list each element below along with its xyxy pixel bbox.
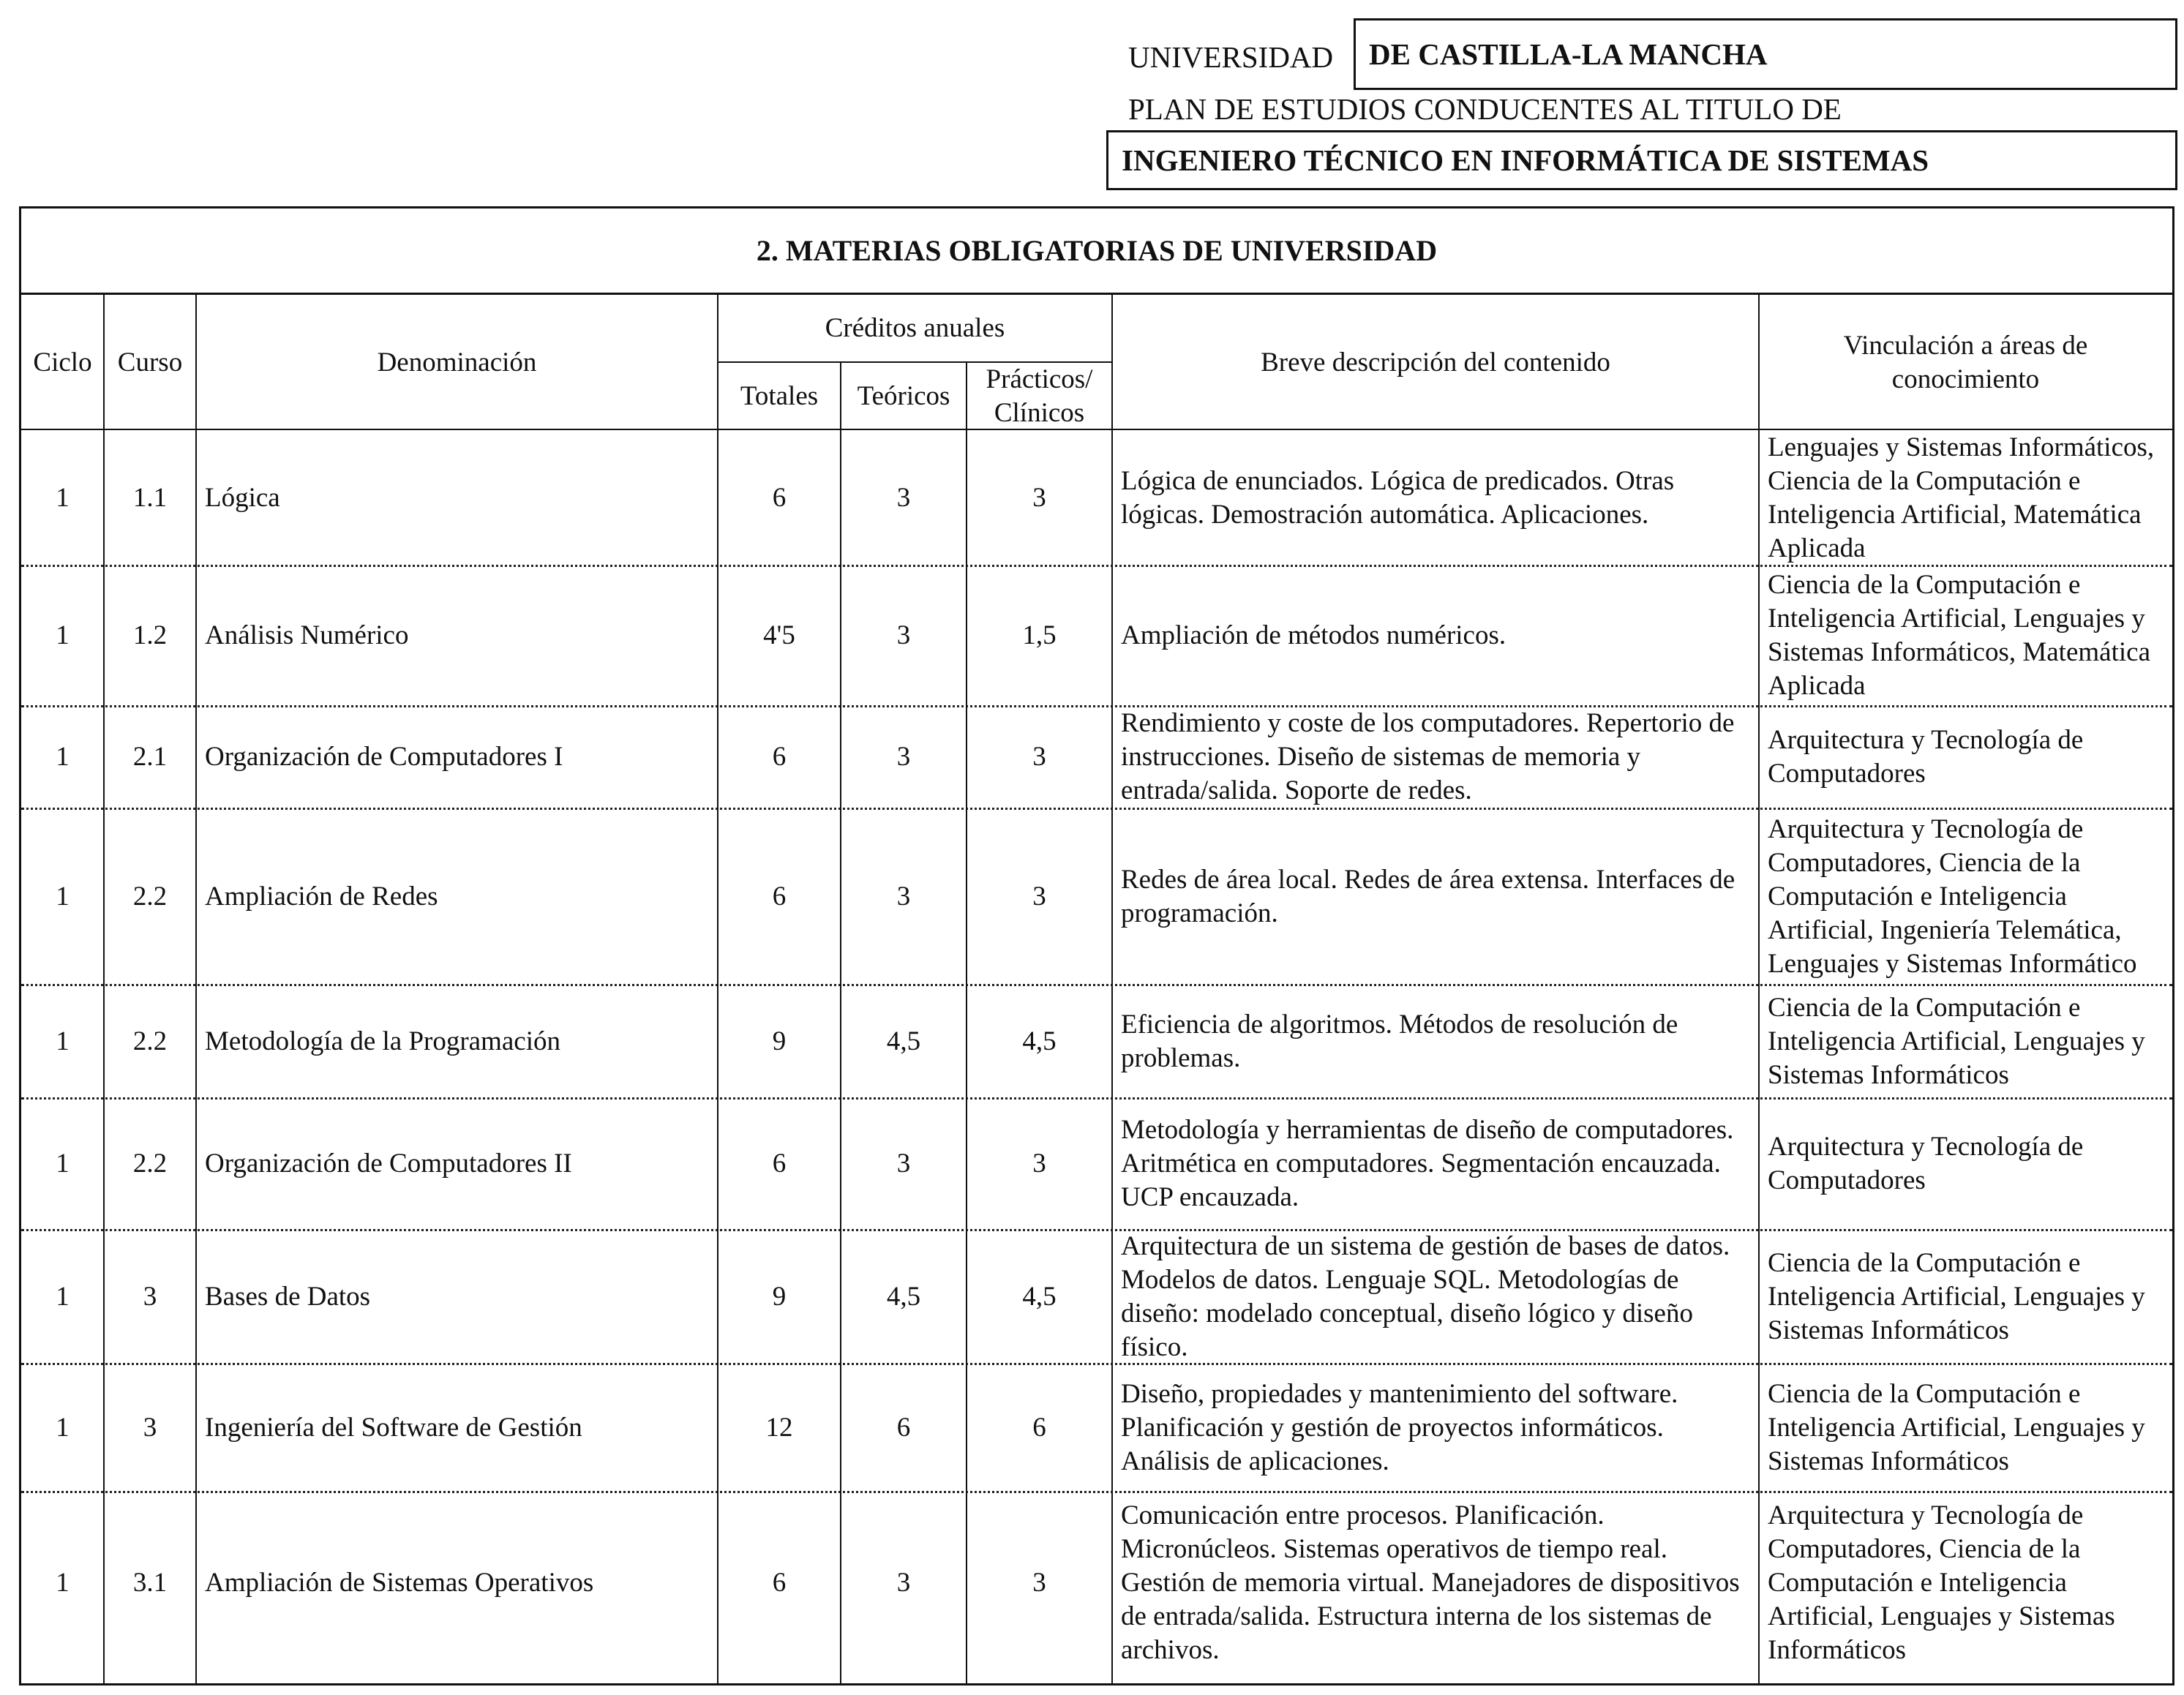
practicos-text: 3: [1032, 881, 1046, 912]
cell-vinculacion: [1759, 706, 2172, 808]
cell-ciclo: [21, 1492, 104, 1674]
titulo-value-box: [1106, 130, 2177, 190]
practicos-text: 4,5: [1022, 1026, 1057, 1056]
cell-ciclo: [21, 430, 104, 565]
cell-totales: [718, 565, 841, 706]
teoricos-text: 3: [896, 482, 911, 513]
descripcion-text: Arquitectura de un sistema de gestión de bases de datos. Modelos de datos. Lenguaje SQL. Metodologías de diseño: modelado conceptual, diseño lógico y diseño físico.: [1121, 1230, 1730, 1362]
column-divider: [1111, 295, 1113, 1685]
totales-text: 6: [772, 482, 787, 513]
teoricos-text: 3: [896, 881, 911, 912]
teoricos-text: 4,5: [886, 1281, 921, 1312]
cell-teoricos: [841, 985, 967, 1098]
vinculacion-text: Ciencia de la Computación e Inteligencia Artificial, Lenguajes y Sistemas Informáticos: [1768, 1247, 2145, 1345]
cell-denominacion: [196, 1098, 718, 1230]
column-divider: [717, 295, 718, 1685]
curso-text: 2.2: [132, 1149, 168, 1179]
cell-practicos: [967, 430, 1112, 565]
plan-label: PLAN DE ESTUDIOS CONDUCENTES AL TITULO DE: [1128, 92, 1842, 126]
totales-text: 6: [772, 881, 787, 912]
curso-text: 1.2: [132, 620, 168, 650]
universidad-label: UNIVERSIDAD: [1128, 40, 1334, 74]
cell-descripcion: [1112, 565, 1759, 706]
cell-totales: [718, 1364, 841, 1492]
totales-text: 9: [772, 1281, 787, 1312]
cell-vinculacion: [1759, 1364, 2172, 1492]
descripcion-text: Ampliación de métodos numéricos.: [1121, 620, 1506, 650]
universidad-value: DE CASTILLA-LA MANCHA: [1369, 37, 1768, 71]
cell-denominacion: [196, 808, 718, 985]
column-divider: [966, 361, 967, 1685]
cell-ciclo: [21, 1230, 104, 1364]
cell-teoricos: [841, 1492, 967, 1674]
titulo-value: INGENIERO TÉCNICO EN INFORMÁTICA DE SISTEMAS: [1122, 143, 1929, 177]
cell-practicos: [967, 706, 1112, 808]
cell-curso: [104, 430, 196, 565]
practicos-text: 6: [1032, 1412, 1046, 1443]
teoricos-text: 3: [896, 620, 911, 650]
cell-descripcion: [1112, 1230, 1759, 1364]
practicos-text: 3: [1032, 1149, 1046, 1179]
descripcion-text: Eficiencia de algoritmos. Métodos de resolución de problemas.: [1121, 1009, 1678, 1073]
denominacion-text: Ingeniería del Software de Gestión: [205, 1412, 582, 1443]
denominacion-text: Ampliación de Redes: [205, 881, 438, 912]
cell-descripcion: [1112, 1098, 1759, 1230]
descripcion-text: Redes de área local. Redes de área extensa. Interfaces de programación.: [1121, 864, 1735, 928]
cell-totales: [718, 1492, 841, 1674]
cell-teoricos: [841, 565, 967, 706]
col-header-practicos: Prácticos/ Clínicos: [986, 364, 1093, 428]
cell-practicos: [967, 808, 1112, 985]
cell-practicos: [967, 1492, 1112, 1674]
column-divider: [103, 295, 105, 1685]
denominacion-text: Bases de Datos: [205, 1281, 371, 1312]
curso-text: 3.1: [132, 1567, 168, 1598]
cell-practicos: [967, 1098, 1112, 1230]
descripcion-text: Comunicación entre procesos. Planificación. Micronúcleos. Sistemas operativos de tiempo real. Gestión de memoria virtual. Manejadores de dispositivos de entrada/salida. Estructura interna de los sistemas de archivos.: [1121, 1500, 1740, 1665]
vinculacion-text: Arquitectura y Tecnología de Computadores: [1768, 725, 2084, 789]
cell-curso: [104, 1098, 196, 1230]
denominacion-text: Metodología de la Programación: [205, 1026, 561, 1056]
denominacion-text: Organización de Computadores II: [205, 1149, 572, 1179]
column-divider: [1758, 295, 1760, 1685]
cell-curso: [104, 985, 196, 1098]
curso-text: 3: [143, 1412, 157, 1443]
denominacion-text: Lógica: [205, 482, 280, 513]
cell-ciclo: [21, 565, 104, 706]
section-title: 2. MATERIAS OBLIGATORIAS DE UNIVERSIDAD: [21, 208, 2172, 295]
teoricos-text: 3: [896, 1149, 911, 1179]
col-header-ciclo: Ciclo: [33, 347, 92, 377]
cell-curso: [104, 565, 196, 706]
totales-text: 4'5: [763, 620, 795, 650]
denominacion-text: Organización de Computadores I: [205, 742, 563, 772]
ciclo-text: 1: [56, 1026, 70, 1056]
cell-curso: [104, 1230, 196, 1364]
ciclo-text: 1: [56, 881, 70, 912]
column-divider: [840, 361, 841, 1685]
descripcion-text: Diseño, propiedades y mantenimiento del software. Planificación y gestión de proyectos informáticos. Análisis de aplicaciones.: [1121, 1378, 1678, 1476]
totales-text: 6: [772, 1567, 787, 1598]
cell-ciclo: [21, 808, 104, 985]
col-header-denominacion: Denominación: [377, 347, 537, 377]
curso-text: 2.2: [132, 1026, 168, 1056]
col-header-creditos: Créditos anuales: [825, 313, 1005, 343]
cell-vinculacion: [1759, 1492, 2172, 1674]
teoricos-text: 6: [896, 1412, 911, 1443]
cell-ciclo: [21, 985, 104, 1098]
cell-teoricos: [841, 430, 967, 565]
curso-text: 2.2: [132, 881, 168, 912]
col-header-curso: Curso: [117, 347, 183, 377]
ciclo-text: 1: [56, 742, 70, 772]
vinculacion-text: Arquitectura y Tecnología de Computadores, Ciencia de la Computación e Inteligencia Artificial, Ingeniería Telemática, Lenguajes y Sistemas Informático: [1768, 813, 2137, 979]
ciclo-text: 1: [56, 1567, 70, 1598]
cell-descripcion: [1112, 706, 1759, 808]
cell-denominacion: [196, 1364, 718, 1492]
curso-text: 3: [143, 1281, 157, 1312]
ciclo-text: 1: [56, 1281, 70, 1312]
descripcion-text: Lógica de enunciados. Lógica de predicados. Otras lógicas. Demostración automática. Aplicaciones.: [1121, 465, 1675, 530]
cell-vinculacion: [1759, 430, 2172, 565]
cell-curso: [104, 1492, 196, 1674]
cell-ciclo: [21, 1098, 104, 1230]
practicos-text: 1,5: [1022, 620, 1057, 650]
denominacion-text: Análisis Numérico: [205, 620, 409, 650]
descripcion-text: Rendimiento y coste de los computadores. Repertorio de instrucciones. Diseño de sistemas de memoria y entrada/salida. Soporte de redes.: [1121, 708, 1735, 805]
cell-totales: [718, 430, 841, 565]
ciclo-text: 1: [56, 1149, 70, 1179]
cell-denominacion: [196, 565, 718, 706]
cell-teoricos: [841, 1364, 967, 1492]
cell-vinculacion: [1759, 1098, 2172, 1230]
subjects-table: [19, 206, 2174, 1685]
column-divider: [195, 295, 197, 1685]
totales-text: 6: [772, 1149, 787, 1179]
vinculacion-text: Arquitectura y Tecnología de Computadores: [1768, 1132, 2084, 1195]
practicos-text: 4,5: [1022, 1281, 1057, 1312]
cell-practicos: [967, 985, 1112, 1098]
cell-curso: [104, 1364, 196, 1492]
col-header-vinculacion: Vinculación a áreas de conocimiento: [1843, 330, 2088, 394]
cell-vinculacion: [1759, 985, 2172, 1098]
cell-denominacion: [196, 1492, 718, 1674]
totales-text: 9: [772, 1026, 787, 1056]
practicos-text: 3: [1032, 1567, 1046, 1598]
cell-practicos: [967, 565, 1112, 706]
teoricos-text: 3: [896, 742, 911, 772]
vinculacion-text: Ciencia de la Computación e Inteligencia Artificial, Lenguajes y Sistemas Informáticos: [1768, 1378, 2145, 1476]
cell-vinculacion: [1759, 565, 2172, 706]
cell-descripcion: [1112, 1364, 1759, 1492]
cell-curso: [104, 706, 196, 808]
vinculacion-text: Ciencia de la Computación e Inteligencia Artificial, Lenguajes y Sistemas Informáticos: [1768, 992, 2145, 1090]
cell-totales: [718, 808, 841, 985]
descripcion-text: Metodología y herramientas de diseño de computadores. Aritmética en computadores. Segmentación encauzada. UCP encauzada.: [1121, 1115, 1734, 1212]
teoricos-text: 4,5: [886, 1026, 921, 1056]
universidad-value-box: [1354, 18, 2177, 90]
cell-descripcion: [1112, 1492, 1759, 1674]
col-header-descripcion: Breve descripción del contenido: [1261, 347, 1610, 377]
ciclo-text: 1: [56, 620, 70, 650]
cell-vinculacion: [1759, 808, 2172, 985]
ciclo-text: 1: [56, 1412, 70, 1443]
cell-practicos: [967, 1364, 1112, 1492]
cell-denominacion: [196, 985, 718, 1098]
cell-descripcion: [1112, 430, 1759, 565]
totales-text: 12: [765, 1412, 793, 1443]
practicos-text: 3: [1032, 742, 1046, 772]
cell-practicos: [967, 1230, 1112, 1364]
curso-text: 1.1: [132, 482, 168, 513]
cell-teoricos: [841, 706, 967, 808]
curso-text: 2.1: [132, 742, 168, 772]
practicos-text: 3: [1032, 482, 1046, 513]
cell-denominacion: [196, 1230, 718, 1364]
cell-totales: [718, 985, 841, 1098]
denominacion-text: Ampliación de Sistemas Operativos: [205, 1567, 594, 1598]
cell-totales: [718, 1230, 841, 1364]
teoricos-text: 3: [896, 1567, 911, 1598]
ciclo-text: 1: [56, 482, 70, 513]
col-header-teoricos: Teóricos: [857, 380, 950, 411]
cell-totales: [718, 1098, 841, 1230]
cell-descripcion: [1112, 985, 1759, 1098]
cell-descripcion: [1112, 808, 1759, 985]
cell-teoricos: [841, 1098, 967, 1230]
cell-vinculacion: [1759, 1230, 2172, 1364]
cell-teoricos: [841, 1230, 967, 1364]
vinculacion-text: Ciencia de la Computación e Inteligencia Artificial, Lenguajes y Sistemas Informáticos, Matemática Aplicada: [1768, 570, 2150, 701]
cell-denominacion: [196, 706, 718, 808]
cell-ciclo: [21, 1364, 104, 1492]
totales-text: 6: [772, 742, 787, 772]
vinculacion-text: Lenguajes y Sistemas Informáticos, Ciencia de la Computación e Inteligencia Artificial, Matemática Aplicada: [1768, 432, 2155, 563]
vinculacion-text: Arquitectura y Tecnología de Computadores, Ciencia de la Computación e Inteligencia Artificial, Lenguajes y Sistemas Informáticos: [1768, 1500, 2115, 1665]
cell-ciclo: [21, 706, 104, 808]
cell-denominacion: [196, 430, 718, 565]
cell-teoricos: [841, 808, 967, 985]
col-header-totales: Totales: [740, 380, 819, 411]
cell-totales: [718, 706, 841, 808]
cell-curso: [104, 808, 196, 985]
